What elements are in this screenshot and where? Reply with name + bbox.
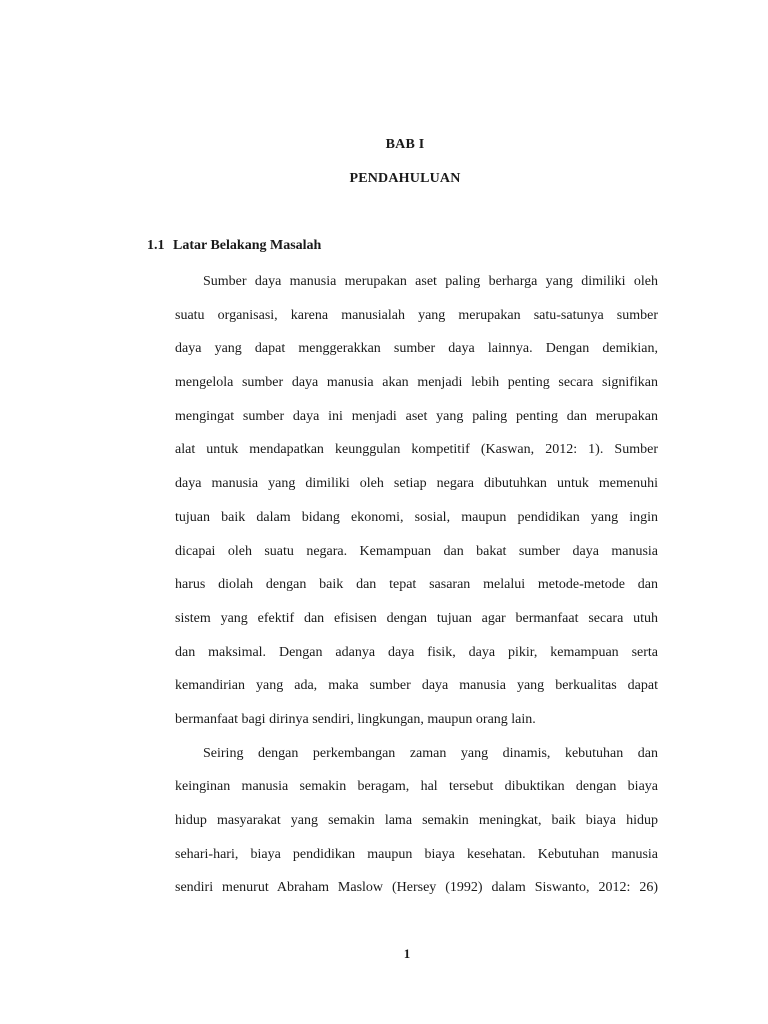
text-line: mengingat sumber daya ini menjadi aset yang paling penting dan merupakan — [175, 408, 658, 424]
text-line: dicapai oleh suatu negara. Kemampuan dan bakat sumber daya manusia — [175, 543, 658, 559]
text-line: bermanfaat bagi dirinya sendiri, lingkungan, maupun orang lain. — [175, 711, 536, 727]
page-number: 1 — [403, 946, 411, 961]
text-line: alat untuk mendapatkan keunggulan kompetitif (Kaswan, 2012: 1). Sumber — [175, 442, 658, 458]
section-number: 1.1 — [147, 238, 165, 253]
chapter-title: PENDAHULUAN — [349, 171, 461, 186]
section-heading — [147, 238, 321, 254]
text-line: daya manusia yang dimiliki oleh setiap negara dibutuhkan untuk memenuhi — [175, 476, 658, 492]
text-line: Sumber daya manusia merupakan aset paling berharga yang dimiliki oleh — [203, 274, 658, 289]
text-line: Seiring dengan perkembangan zaman yang dinamis, kebutuhan dan — [203, 745, 658, 761]
text-line: keinginan manusia semakin beragam, hal tersebut dibuktikan dengan biaya — [175, 779, 658, 795]
text-line: sehari-hari, biaya pendidikan maupun biaya kesehatan. Kebutuhan manusia — [175, 846, 658, 862]
text-line: sendiri menurut Abraham Maslow (Hersey (1992) dalam Siswanto, 2012: 26) — [175, 880, 658, 896]
text-line: tujuan baik dalam bidang ekonomi, sosial, maupun pendidikan yang ingin — [175, 509, 658, 525]
text-line: kemandirian yang ada, maka sumber daya manusia yang berkualitas dapat — [175, 678, 658, 694]
text-line: hidup masyarakat yang semakin lama semakin meningkat, baik biaya hidup — [175, 813, 658, 828]
section-title: Latar Belakang Masalah — [173, 238, 322, 253]
chapter-number: BAB I — [385, 137, 425, 152]
text-line: mengelola sumber daya manusia akan menjadi lebih penting secara signifikan — [175, 375, 658, 391]
body-text — [175, 268, 658, 908]
text-line: dan maksimal. Dengan adanya daya fisik, daya pikir, kemampuan serta — [175, 644, 658, 660]
text-line: suatu organisasi, karena manusialah yang merupakan satu-satunya sumber — [175, 307, 658, 323]
text-line: daya yang dapat menggerakkan sumber daya lainnya. Dengan demikian, — [175, 341, 658, 357]
text-line: sistem yang efektif dan efisisen dengan tujuan agar bermanfaat secara utuh — [175, 610, 658, 626]
text-line: harus diolah dengan baik dan tepat sasaran melalui metode-metode dan — [175, 577, 658, 593]
